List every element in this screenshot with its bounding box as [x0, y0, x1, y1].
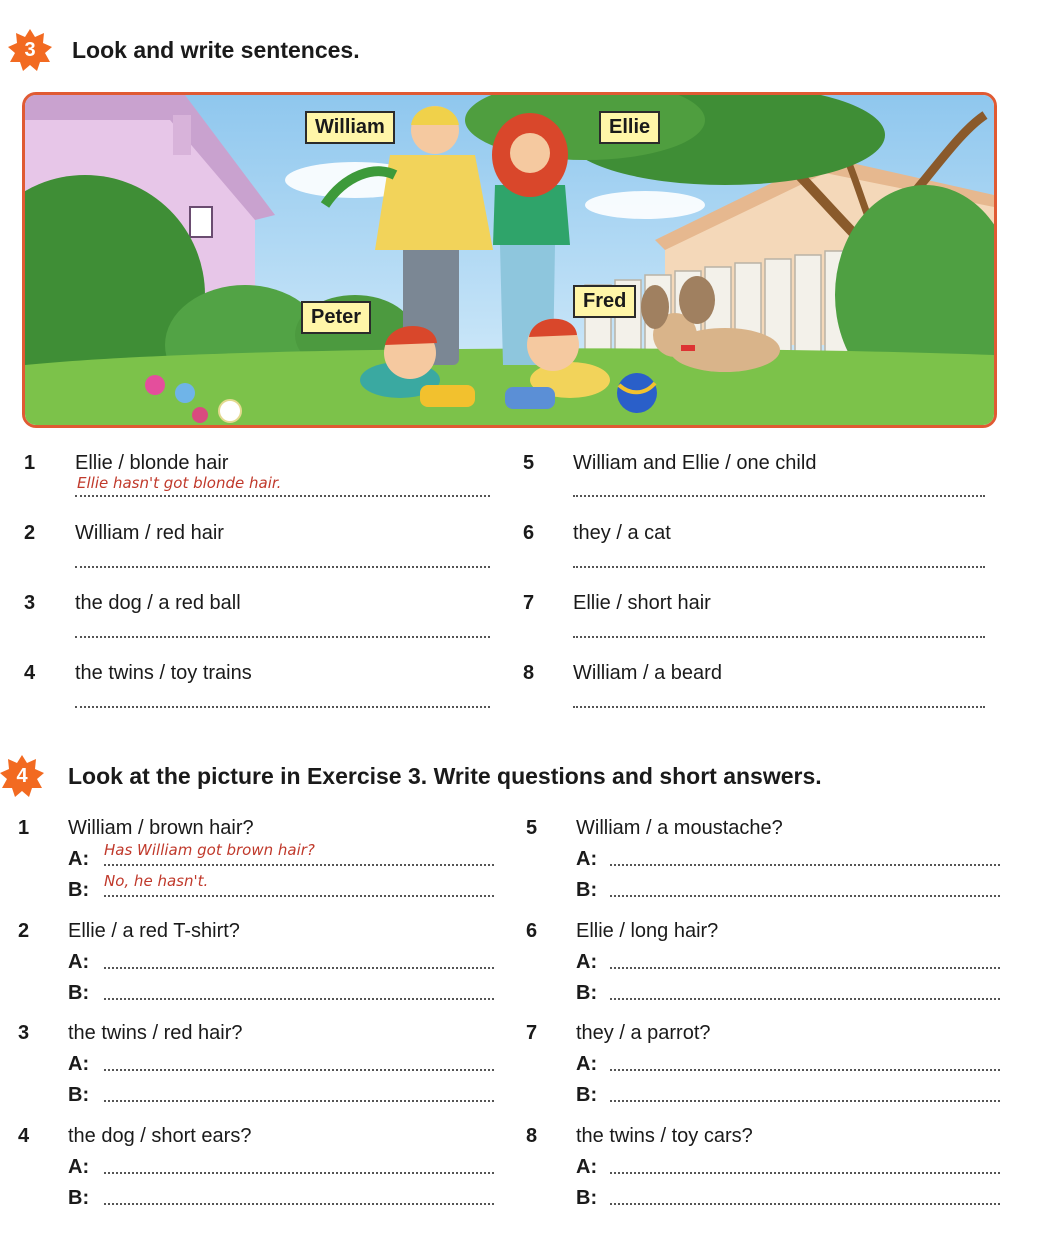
item-prompt: the dog / short ears? — [68, 1125, 252, 1147]
item-number: 7 — [523, 592, 535, 614]
b-label: B: — [68, 1187, 90, 1209]
b-label: B: — [576, 982, 598, 1004]
item-prompt: William / a moustache? — [576, 817, 783, 839]
item-number: 8 — [526, 1125, 538, 1147]
exercise-4-badge — [0, 754, 44, 798]
item-number: 2 — [18, 920, 30, 942]
item-number: 5 — [526, 817, 538, 839]
family-illustration — [22, 92, 997, 428]
exercise-3-badge — [8, 28, 52, 72]
a-label: A: — [576, 1053, 598, 1075]
a-label: A: — [68, 951, 90, 973]
item-prompt: William / red hair — [75, 522, 224, 544]
item-number: 1 — [18, 817, 30, 839]
item-number: 4 — [18, 1125, 30, 1147]
short-answer-line[interactable] — [610, 1203, 1000, 1205]
item-prompt: William and Ellie / one child — [573, 452, 817, 474]
question-line[interactable] — [104, 1069, 494, 1071]
item-prompt: the twins / red hair? — [68, 1022, 243, 1044]
item-prompt: the dog / a red ball — [75, 592, 241, 614]
short-answer-line[interactable] — [610, 895, 1000, 897]
exercise-4-heading — [0, 754, 822, 798]
item-prompt: the twins / toy cars? — [576, 1125, 753, 1147]
item-prompt: William / brown hair? — [68, 817, 254, 839]
item-number: 5 — [523, 452, 535, 474]
item-prompt: they / a parrot? — [576, 1022, 711, 1044]
answer-line[interactable] — [75, 706, 490, 708]
a-label: A: — [576, 951, 598, 973]
question-answer[interactable]: Has William got brown hair? — [104, 841, 315, 859]
b-label: B: — [576, 1084, 598, 1106]
answer-line[interactable] — [75, 495, 490, 497]
a-label: A: — [576, 1156, 598, 1178]
item-answer[interactable]: Ellie hasn't got blonde hair. — [77, 474, 282, 492]
short-answer-line[interactable] — [610, 998, 1000, 1000]
exercise-4-title: Look at the picture in Exercise 3. Write questions and short answers. — [68, 762, 822, 789]
label-ellie: Ellie — [599, 111, 660, 144]
question-line[interactable] — [610, 1069, 1000, 1071]
item-number: 6 — [523, 522, 535, 544]
short-answer-line[interactable] — [104, 1100, 494, 1102]
family-scene-image — [25, 95, 994, 425]
exercise-4-number: 4 — [16, 764, 28, 787]
item-number: 6 — [526, 920, 538, 942]
item-prompt: Ellie / long hair? — [576, 920, 719, 942]
answer-line[interactable] — [75, 636, 490, 638]
answer-line[interactable] — [573, 566, 985, 568]
item-prompt: the twins / toy trains — [75, 662, 252, 684]
item-prompt: William / a beard — [573, 662, 722, 684]
label-fred: Fred — [573, 285, 636, 318]
item-number: 4 — [24, 662, 36, 684]
short-answer-line[interactable] — [610, 1100, 1000, 1102]
item-number: 3 — [18, 1022, 30, 1044]
item-number: 3 — [24, 592, 36, 614]
question-line[interactable] — [610, 967, 1000, 969]
b-label: B: — [68, 982, 90, 1004]
item-number: 8 — [523, 662, 535, 684]
b-label: B: — [576, 1187, 598, 1209]
a-label: A: — [68, 1053, 90, 1075]
item-prompt: Ellie / short hair — [573, 592, 711, 614]
a-label: A: — [68, 848, 90, 870]
short-answer-line[interactable] — [104, 998, 494, 1000]
item-prompt: Ellie / blonde hair — [75, 452, 229, 474]
item-number: 2 — [24, 522, 36, 544]
b-label: B: — [576, 879, 598, 901]
answer-line[interactable] — [573, 636, 985, 638]
answer-line[interactable] — [573, 706, 985, 708]
answer-line[interactable] — [573, 495, 985, 497]
short-answer-line[interactable] — [104, 1203, 494, 1205]
exercise-3-title: Look and write sentences. — [72, 36, 360, 63]
item-number: 1 — [24, 452, 36, 474]
b-label: B: — [68, 1084, 90, 1106]
question-line[interactable] — [104, 864, 494, 866]
question-line[interactable] — [104, 967, 494, 969]
label-peter: Peter — [301, 301, 371, 334]
b-label: B: — [68, 879, 90, 901]
item-number: 7 — [526, 1022, 538, 1044]
question-line[interactable] — [610, 864, 1000, 866]
label-william: William — [305, 111, 395, 144]
short-answer-line[interactable] — [104, 895, 494, 897]
question-line[interactable] — [610, 1172, 1000, 1174]
a-label: A: — [576, 848, 598, 870]
answer-line[interactable] — [75, 566, 490, 568]
item-prompt: they / a cat — [573, 522, 671, 544]
short-answer[interactable]: No, he hasn't. — [104, 872, 209, 890]
exercise-3-number: 3 — [24, 38, 36, 61]
exercise-3-heading — [8, 28, 360, 72]
a-label: A: — [68, 1156, 90, 1178]
question-line[interactable] — [104, 1172, 494, 1174]
item-prompt: Ellie / a red T-shirt? — [68, 920, 240, 942]
